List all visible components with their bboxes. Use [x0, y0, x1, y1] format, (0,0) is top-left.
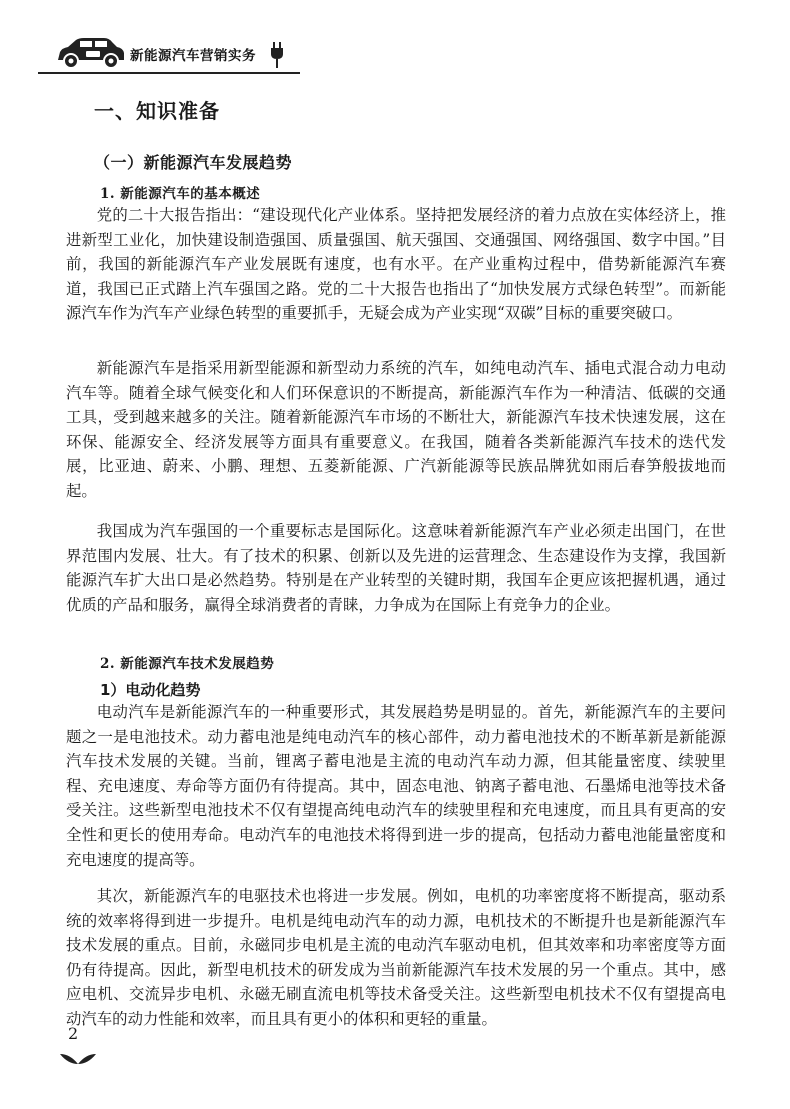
topic-heading-2: 2. 新能源汽车技术发展趋势: [100, 656, 275, 672]
paragraph: 新能源汽车是指采用新型能源和新型动力系统的汽车，如纯电动汽车、插电式混合动力电动汽车等。随着全球气候变化和人们环保意识的不断提高，新能源汽车作为一种清洁、低碳的交通工具，受到越来越多的关注。随着新能源汽车市场的不断壮大，新能源汽车技术快速发展，这在环保、能源安全、经济发展等方面具有重要意义。在我国，随着各类新能源汽车技术的迭代发展，比亚迪、蔚来、小鹏、理想、五菱新能源、广汽新能源等民族品牌犹如雨后春笋般拔地而起。: [66, 359, 726, 500]
book-title: 新能源汽车营销实务: [130, 48, 256, 64]
section-heading: 一、知识准备: [94, 99, 220, 123]
plug-icon: [270, 42, 284, 68]
running-header: [38, 32, 298, 78]
car-icon: [54, 36, 126, 70]
subsection-heading: （一）新能源汽车发展趋势: [94, 153, 293, 172]
paragraph: 电动汽车是新能源汽车的一种重要形式，其发展趋势是明显的。首先，新能源汽车的主要问题之一是电池技术。动力蓄电池是纯电动汽车的核心部件，动力蓄电池技术的不断革新是新能源汽车技术发展的关键。当前，锂离子蓄电池是主流的电动汽车动力源，但其能量密度、续驶里程、充电速度、寿命等方面仍有待提高。其中，固态电池、钠离子蓄电池、石墨烯电池等技术备受关注。这些新型电池技术不仅有望提高纯电动汽车的续驶里程和充电速度，而且具有更高的安全性和更长的使用寿命。电动汽车的电池技术将得到进一步的提高，包括动力蓄电池能量密度和充电速度的提高等。: [66, 703, 726, 869]
subtopic-heading: 1）电动化趋势: [100, 681, 201, 699]
page-number: 2: [68, 1024, 79, 1043]
topic-heading-1: 1. 新能源汽车的基本概述: [100, 186, 261, 202]
paragraph: 其次，新能源汽车的电驱技术也将进一步发展。例如，电机的功率密度将不断提高，驱动系统的效率将得到进一步提升。电机是纯电动汽车的动力源，电机技术的不断提升也是新能源汽车技术发展的重点。目前，永磁同步电机是主流的电动汽车驱动电机，但其效率和功率密度等方面仍有待提高。因此，新型电机技术的研发成为当前新能源汽车技术发展的另一个重点。其中，感应电机、交流异步电机、永磁无刷直流电机等技术备受关注。这些新型电机技术不仅有望提高电动汽车的动力性能和效率，而且具有更小的体积和更轻的重量。: [66, 887, 726, 1028]
header-rule: [38, 72, 300, 74]
paragraph: 党的二十大报告指出：“建设现代化产业体系。坚持把发展经济的着力点放在实体经济上，推进新型工业化，加快建设制造强国、质量强国、航天强国、交通强国、网络强国、数字中国。”目前，我国的新能源汽车产业发展既有速度，也有水平。在产业重构过程中，借势新能源汽车赛道，我国已正式踏上汽车强国之路。党的二十大报告也指出了“加快发展方式绿色转型”。而新能源汽车作为汽车产业绿色转型的重要抓手，无疑会成为产业实现“双碳”目标的重要突破口。: [66, 206, 726, 323]
paragraph: 我国成为汽车强国的一个重要标志是国际化。这意味着新能源汽车产业必须走出国门，在世界范围内发展、壮大。有了技术的积累、创新以及先进的运营理念、生态建设作为支撑，我国新能源汽车扩大出口是必然趋势。特别是在产业转型的关键时期，我国车企更应该把握机遇，通过优质的产品和服务，赢得全球消费者的青睐，力争成为在国际上有竞争力的企业。: [66, 522, 726, 614]
leaf-ornament-icon: [56, 1050, 100, 1066]
